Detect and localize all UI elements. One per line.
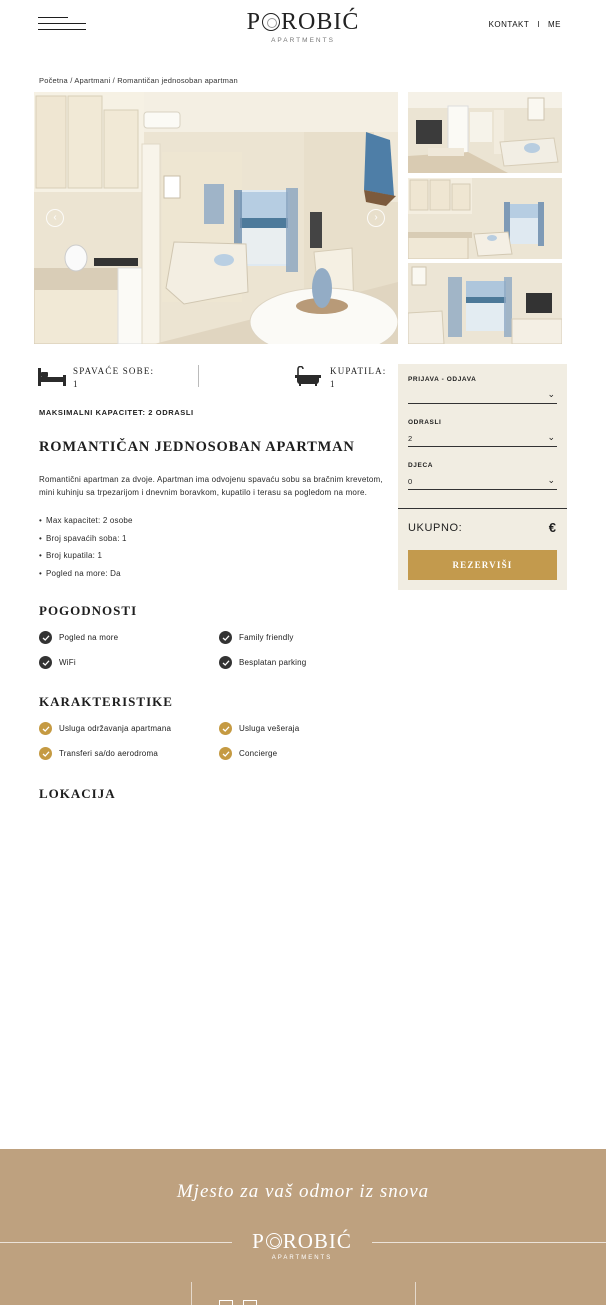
- children-label: DJECA: [408, 462, 434, 469]
- children-value: 0: [408, 477, 413, 486]
- chevron-down-icon: ⌄: [547, 389, 555, 399]
- adults-value: 2: [408, 434, 413, 443]
- check-icon: [219, 656, 232, 669]
- footer-divider: [0, 1242, 232, 1243]
- bedrooms-value: 1: [73, 379, 78, 389]
- logo-wordmark: ROBIĆ: [282, 1229, 352, 1253]
- check-icon: [39, 747, 52, 760]
- stats-divider: [198, 365, 199, 387]
- site-header: [0, 0, 606, 60]
- chevron-down-icon: ⌄: [547, 475, 555, 485]
- check-icon: [219, 631, 232, 644]
- location-heading: LOKACIJA: [39, 786, 116, 801]
- amenity-item: [219, 631, 294, 644]
- footer-column-divider: [191, 1282, 192, 1305]
- feature-item: [219, 722, 299, 735]
- amenity-label: WiFi: [59, 658, 76, 667]
- amenity-item: [219, 656, 306, 669]
- bed-icon: [38, 366, 66, 386]
- bathtub-icon: [295, 366, 323, 386]
- logo-letter-p: P: [252, 1229, 265, 1253]
- social-icon[interactable]: [243, 1300, 257, 1305]
- bathrooms-stat: [295, 366, 386, 389]
- chevron-down-icon: ⌄: [547, 432, 555, 442]
- features-heading: KARAKTERISTIKE: [39, 694, 173, 709]
- site-footer: [0, 1149, 606, 1305]
- gallery-thumbnail[interactable]: [408, 92, 562, 173]
- footer-divider: [372, 1242, 606, 1243]
- site-logo[interactable]: [238, 10, 368, 44]
- feature-item: [219, 747, 277, 760]
- gallery-thumbnail[interactable]: [408, 263, 562, 344]
- adults-select[interactable]: [408, 433, 557, 447]
- feature-label: Transferi sa/do aerodroma: [59, 749, 158, 758]
- gallery-thumbnail[interactable]: [408, 178, 562, 259]
- apartment-details-list: [39, 516, 133, 586]
- feature-item: [39, 747, 158, 760]
- gallery-prev-button[interactable]: [46, 209, 64, 227]
- chevron-left-icon: ‹: [53, 212, 57, 223]
- amenity-label: Family friendly: [239, 633, 294, 642]
- check-icon: [39, 722, 52, 735]
- list-item: • Max kapacitet: 2 osobe: [39, 516, 133, 534]
- total-currency: €: [548, 520, 556, 535]
- list-item: • Broj kupatila: 1: [39, 551, 133, 569]
- feature-label: Usluga vešeraja: [239, 724, 300, 733]
- apartment-description: Romantični apartman za dvoje. Apartman ima odvojenu spavaću sobu sa bračnim krevetom, mini kuhinju sa trpezarijom i dnevnim boravkom, kupatilo i terasu sa pogledom na more.: [39, 475, 383, 497]
- check-icon: [219, 722, 232, 735]
- max-capacity: MAKSIMALNI KAPACITET: 2 ODRASLI: [39, 408, 194, 417]
- bedrooms-stat: [38, 366, 154, 389]
- top-nav: [489, 20, 561, 29]
- hamburger-menu-icon[interactable]: [38, 16, 86, 32]
- feature-item: [39, 722, 171, 735]
- footer-column-divider: [415, 1282, 416, 1305]
- list-item: • Pogled na more: Da: [39, 569, 133, 587]
- amenities-heading: POGODNOSTI: [39, 603, 138, 618]
- chevron-right-icon: ›: [374, 212, 378, 223]
- booking-divider: [398, 508, 567, 509]
- check-icon: [219, 747, 232, 760]
- breadcrumb[interactable]: Početna / Apartmani / Romantičan jednosoban apartman: [39, 76, 238, 85]
- logo-letter-p: P: [246, 9, 261, 35]
- logo-subtitle: APARTMENTS: [271, 1255, 333, 1261]
- amenity-label: Pogled na more: [59, 633, 119, 642]
- dates-select[interactable]: [408, 390, 557, 404]
- logo-ring-icon: [262, 13, 280, 31]
- check-icon: [39, 656, 52, 669]
- children-select[interactable]: [408, 476, 557, 490]
- reserve-button[interactable]: REZERVIŠI: [408, 550, 557, 580]
- footer-logo[interactable]: [242, 1230, 362, 1261]
- list-item: • Broj spavaćih soba: 1: [39, 534, 133, 552]
- total-label: UKUPNO:: [408, 522, 463, 534]
- check-icon: [39, 631, 52, 644]
- amenity-item: [39, 656, 76, 669]
- bedrooms-label: SPAVAĆE SOBE:: [73, 366, 155, 376]
- nav-contact-link[interactable]: KONTAKT: [488, 20, 530, 29]
- bathrooms-value: 1: [330, 379, 335, 389]
- logo-wordmark: ROBIĆ: [281, 9, 360, 35]
- adults-label: ODRASLI: [408, 419, 442, 426]
- nav-language-link[interactable]: ME: [548, 20, 561, 29]
- main-gallery-photo[interactable]: [34, 92, 398, 344]
- feature-label: Concierge: [239, 749, 278, 758]
- booking-widget: [398, 364, 567, 590]
- amenity-item: [39, 631, 118, 644]
- gallery-next-button[interactable]: [367, 209, 385, 227]
- bathrooms-label: KUPATILA:: [330, 366, 387, 376]
- amenity-label: Besplatan parking: [239, 658, 307, 667]
- footer-slogan: Mjesto za vaš odmor iz snova: [176, 1181, 430, 1202]
- nav-separator: I: [537, 20, 540, 29]
- apartment-title: ROMANTIČAN JEDNOSOBAN APARTMAN: [39, 439, 355, 455]
- logo-ring-icon: [266, 1233, 282, 1249]
- feature-label: Usluga održavanja apartmana: [59, 724, 172, 733]
- logo-subtitle: APARTMENTS: [271, 37, 335, 44]
- social-icon[interactable]: [219, 1300, 233, 1305]
- dates-label: PRIJAVA - ODJAVA: [408, 376, 477, 383]
